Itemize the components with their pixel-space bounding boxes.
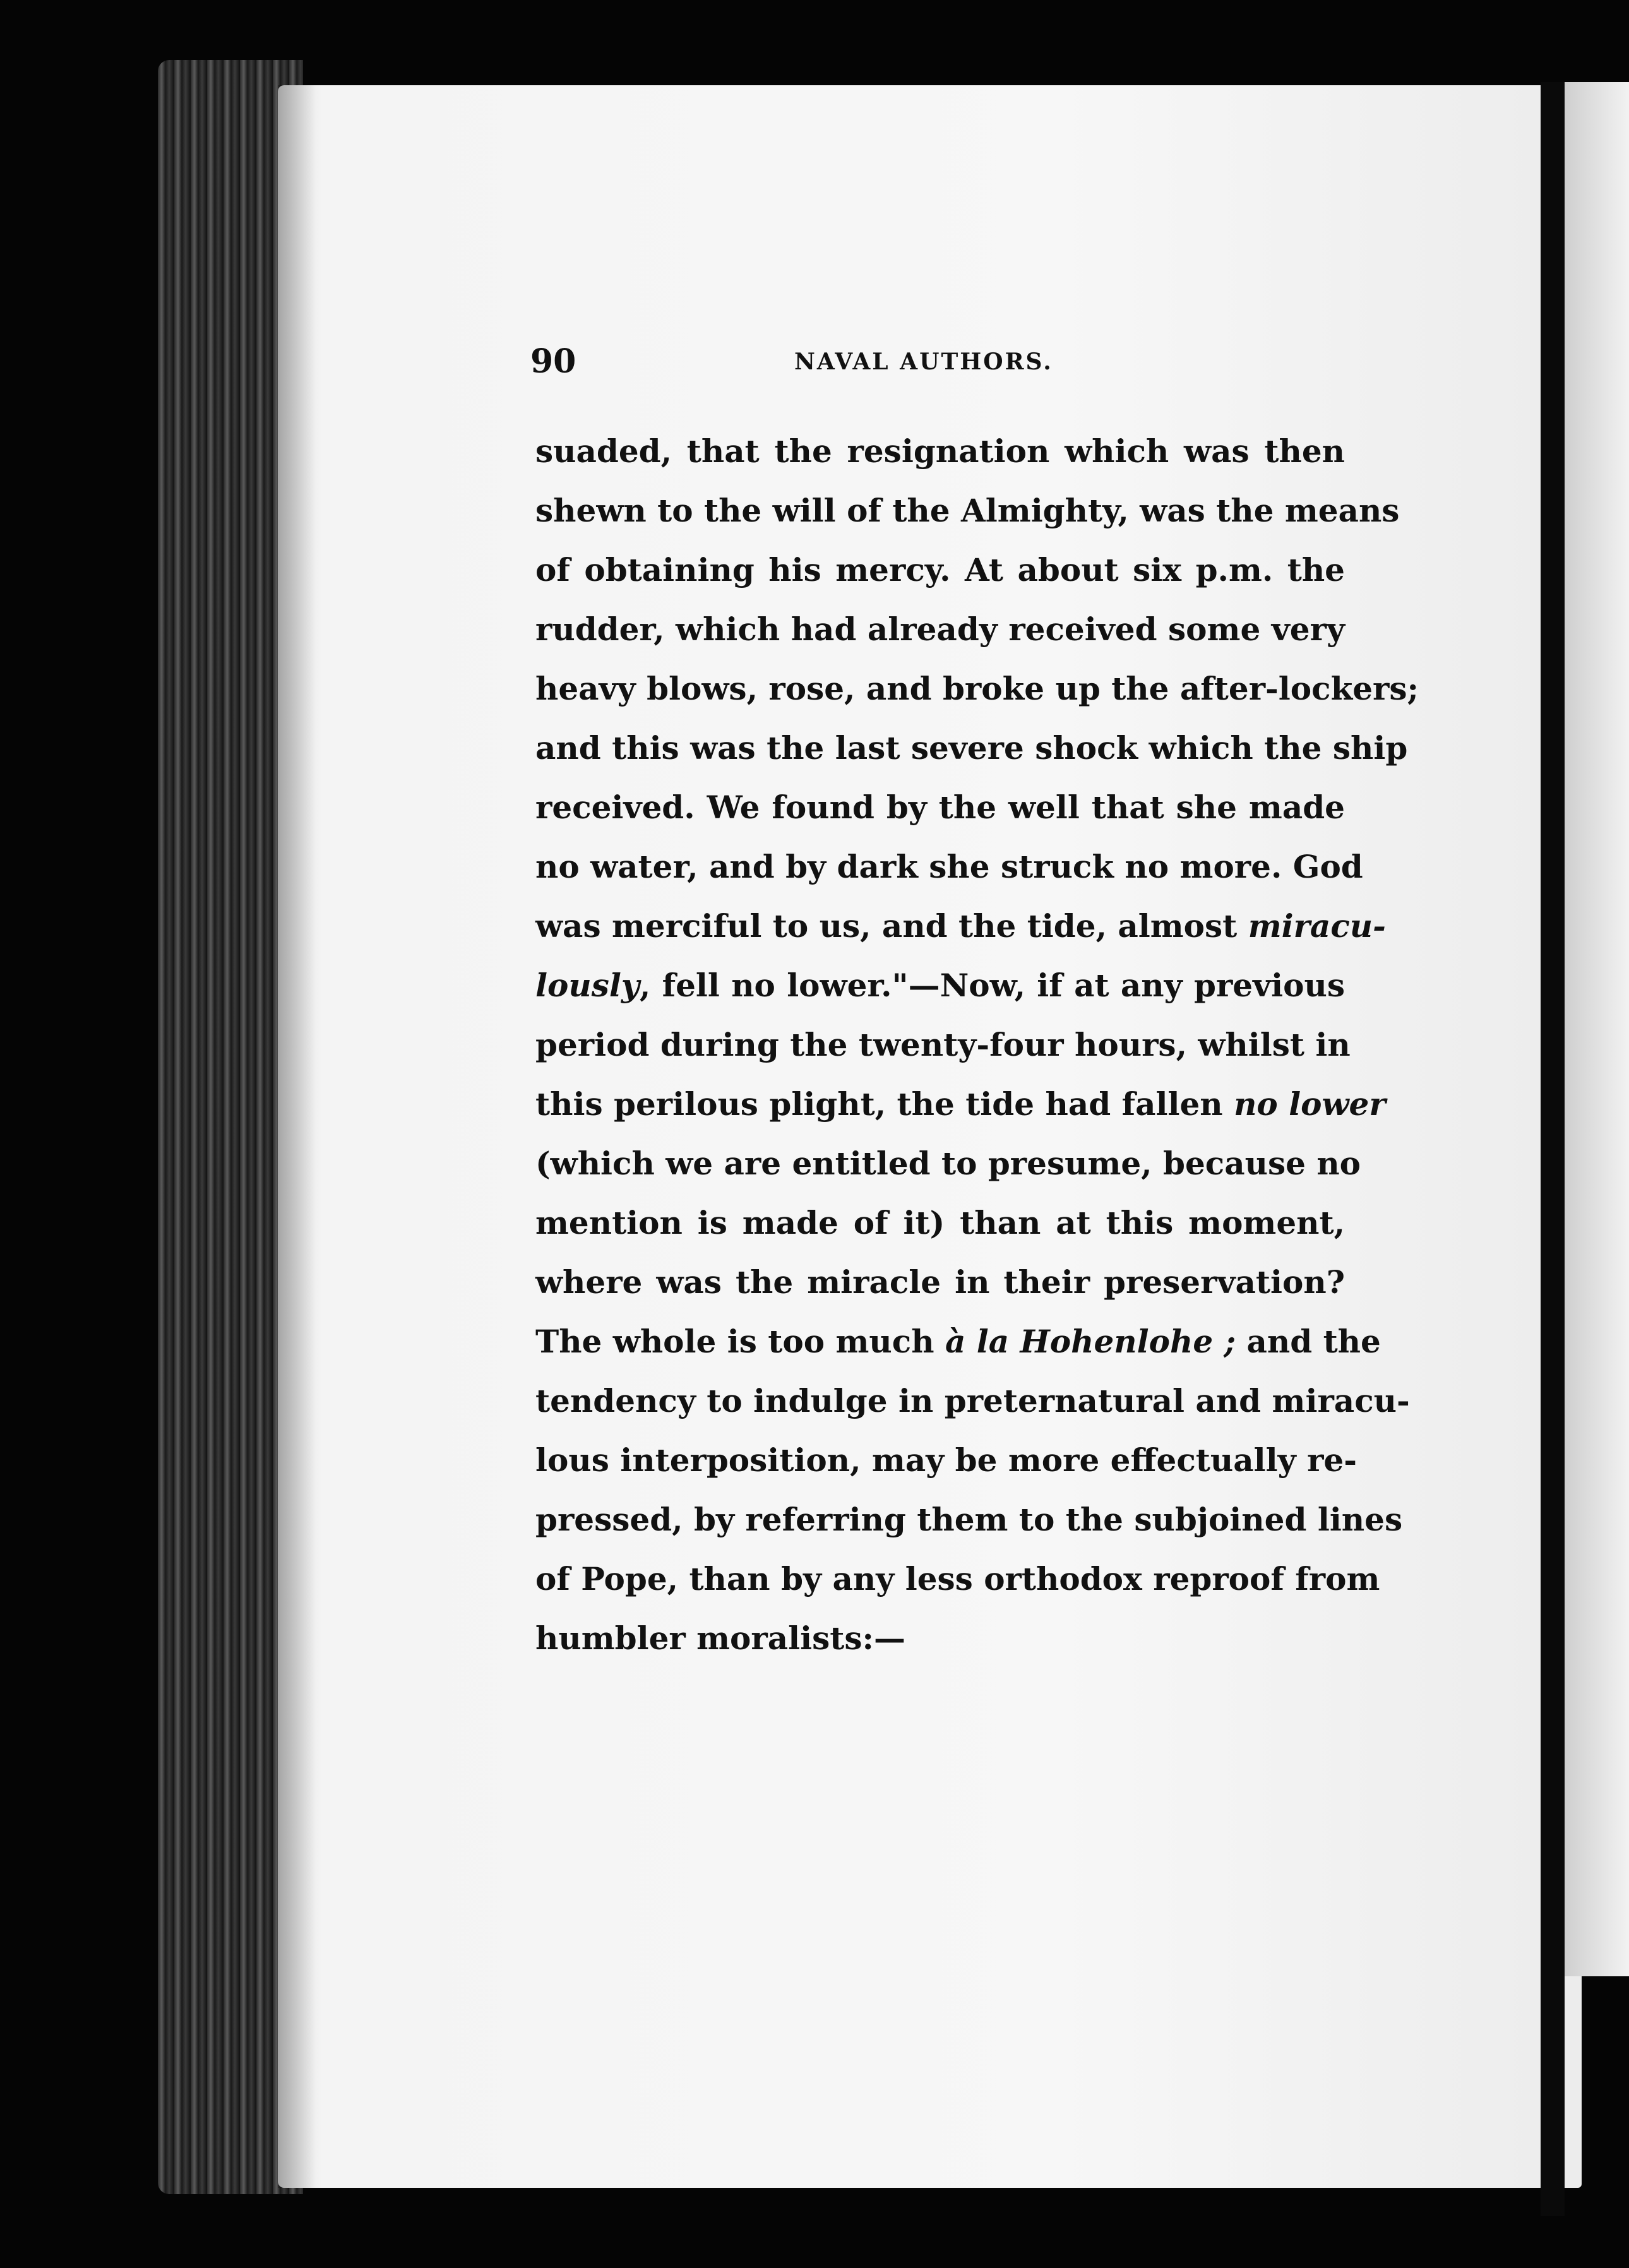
italic-text: lously (535, 967, 640, 1004)
text-line: lous interposition, may be more effectually re- (535, 1441, 1357, 1479)
italic-text: miracu- (1248, 907, 1386, 945)
page-number: 90 (530, 342, 576, 381)
text-line: of obtaining his mercy. At about six p.m. the (535, 551, 1345, 588)
text-line: humbler moralists:— (535, 1620, 905, 1657)
text-line: of Pope, than by any less orthodox reproof from (535, 1560, 1380, 1597)
page-fold-shadow (1541, 82, 1565, 2216)
text-line: rudder, which had already received some very (535, 611, 1345, 648)
text-line: tendency to indulge in preternatural and miracu- (535, 1382, 1410, 1419)
page-header (530, 340, 1099, 384)
text-line: where was the miracle in their preservation? (535, 1263, 1345, 1301)
gutter-shadow (278, 85, 316, 2188)
text-line: lously, fell no lower."—Now, if at any previous (535, 967, 1345, 1004)
text-line: mention is made of it) than at this moment, (535, 1204, 1345, 1241)
text-line: shewn to the will of the Almighty, was the means (535, 492, 1400, 529)
text-line: was merciful to us, and the tide, almost miracu- (535, 907, 1386, 945)
italic-text: à la Hohenlohe ; (945, 1323, 1236, 1360)
text-line: The whole is too much à la Hohenlohe ; and the (535, 1323, 1381, 1360)
facing-page-edge (1565, 82, 1629, 1976)
text-line: suaded, that the resignation which was then (535, 433, 1345, 470)
body-text (535, 422, 1419, 1668)
text-line: and this was the last severe shock which the ship (535, 729, 1408, 767)
text-line: received. We found by the well that she made (535, 789, 1345, 826)
text-line: heavy blows, rose, and broke up the after-lockers; (535, 670, 1419, 707)
text-line: this perilous plight, the tide had fallen no lower (535, 1085, 1386, 1123)
text-line: no water, and by dark she struck no more. God (535, 848, 1363, 885)
text-line: (which we are entitled to presume, because no (535, 1145, 1361, 1182)
text-line: period during the twenty-four hours, whilst in (535, 1026, 1351, 1063)
italic-text: no lower (1234, 1085, 1386, 1123)
text-line: pressed, by referring them to the subjoined lines (535, 1501, 1403, 1538)
running-head: NAVAL AUTHORS. (794, 349, 1053, 375)
